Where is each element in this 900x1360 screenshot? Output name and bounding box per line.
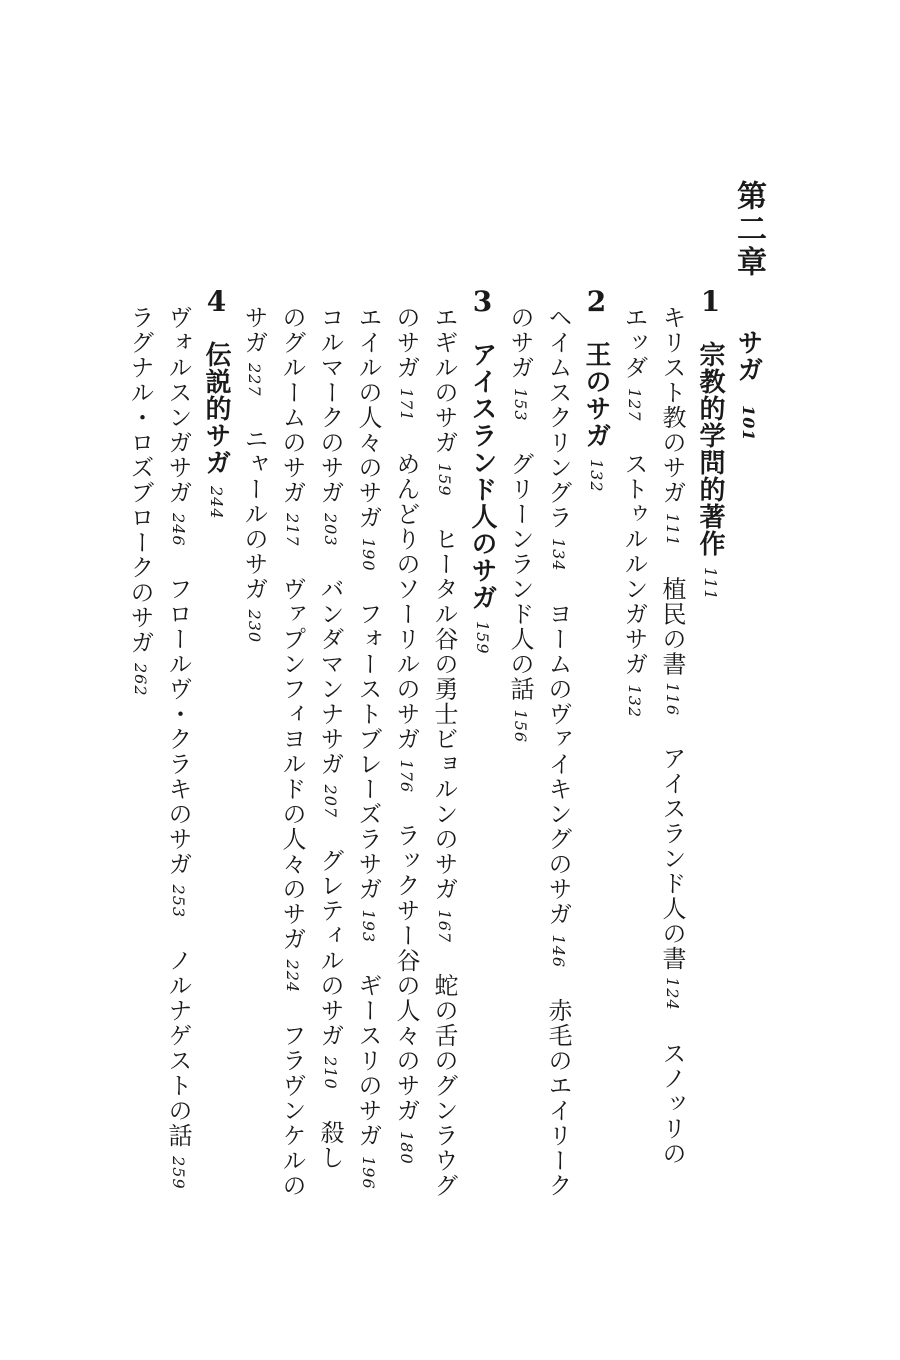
entry-page: 171	[397, 388, 416, 422]
section2-title: 王のサガ	[581, 341, 611, 449]
entry-page: 124	[663, 977, 682, 1011]
section2-number: 2	[580, 285, 613, 319]
entry-page: 153	[511, 388, 530, 422]
section3-line1	[424, 305, 464, 1198]
section3-line2	[386, 305, 426, 1165]
entry-page: 116	[663, 682, 682, 717]
entry-page: 210	[321, 1056, 340, 1090]
section2-line2	[500, 305, 540, 743]
entry-page: 190	[359, 538, 378, 572]
section4-line1	[158, 305, 198, 1190]
section3-line4	[310, 305, 350, 1170]
toc-entry[interactable]: のサガ	[506, 305, 534, 380]
entry-page: 253	[169, 884, 188, 919]
toc-entry[interactable]: コルマークのサガ	[316, 305, 344, 505]
section3-header[interactable]	[462, 285, 502, 655]
section1-page: 111	[701, 567, 720, 601]
chapter-title: 第二章	[731, 180, 766, 279]
section3-number: 3	[466, 285, 499, 319]
section1-number: 1	[694, 285, 727, 319]
toc-entry[interactable]: スノッリの	[658, 1040, 686, 1166]
toc-entry[interactable]: エッダ	[620, 305, 648, 380]
toc-entry[interactable]: ギースリのサガ	[354, 973, 382, 1149]
toc-entry[interactable]: エイルの人々のサガ	[354, 305, 382, 530]
section4-title: 伝説的サガ	[201, 341, 231, 476]
entry-page: 262	[131, 663, 150, 697]
section2-header[interactable]	[576, 285, 616, 493]
section3-page: 159	[473, 621, 492, 655]
entry-page: 217	[283, 513, 302, 547]
toc-entry[interactable]: サガ	[240, 305, 268, 355]
toc-entry[interactable]: ラックサー谷の人々のサガ	[392, 823, 420, 1124]
section3-line5	[272, 305, 312, 1198]
section1-line1	[652, 305, 692, 1166]
toc-entry[interactable]: ヨームのヴァイキングのサガ	[544, 601, 572, 927]
section1-header[interactable]	[690, 285, 730, 601]
toc-entry[interactable]: 殺し	[316, 1119, 344, 1170]
entry-page: 180	[397, 1131, 416, 1165]
section4-line2	[120, 305, 160, 697]
chapter-subtitle: サガ	[733, 329, 763, 384]
entry-page: 193	[359, 909, 378, 944]
toc-entry[interactable]: 植民の書	[658, 576, 686, 677]
toc-entry[interactable]: ヘイムスクリングラ	[544, 305, 572, 530]
section4-number: 4	[200, 285, 233, 319]
entry-page: 111	[663, 513, 682, 547]
entry-page: 246	[169, 513, 188, 547]
toc-entry[interactable]: グリーンランド人の話	[506, 451, 534, 702]
entry-page: 196	[359, 1156, 378, 1190]
chapter-title-column	[728, 180, 768, 279]
section1-line2	[614, 305, 654, 718]
section4-header[interactable]	[196, 285, 236, 520]
toc-entry[interactable]: フロールヴ・クラキのサガ	[164, 576, 192, 877]
toc-entry[interactable]: 蛇の舌のグンラウグ	[430, 973, 458, 1199]
entry-page: 207	[321, 784, 340, 819]
toc-entry[interactable]: のサガ	[392, 305, 420, 380]
toc-entry[interactable]: グレティルのサガ	[316, 848, 344, 1049]
toc-entry[interactable]: エギルのサガ	[430, 305, 458, 455]
entry-page: 176	[397, 759, 416, 794]
toc-entry[interactable]: ヒータル谷の勇士ビョルンのサガ	[430, 526, 458, 902]
entry-page: 230	[245, 609, 264, 644]
toc-entry[interactable]: 赤毛のエイリーク	[544, 998, 572, 1199]
toc-entry[interactable]: フォーストブレーズラサガ	[354, 601, 382, 902]
entry-page: 203	[321, 513, 340, 547]
toc-entry[interactable]: ラグナル・ロズブロークのサガ	[126, 305, 154, 655]
section4-page: 244	[207, 486, 226, 520]
chapter-subtitle-column	[728, 285, 768, 441]
entry-page: 132	[625, 684, 644, 719]
entry-page: 159	[435, 463, 454, 497]
section2-line1	[538, 305, 578, 1198]
entry-page: 146	[549, 934, 568, 969]
toc-entry[interactable]: キリスト教のサガ	[658, 305, 686, 505]
entry-page: 167	[435, 909, 454, 944]
toc-entry[interactable]: ヴォルスンガサガ	[164, 305, 192, 505]
section3-line3	[348, 305, 388, 1190]
toc-entry[interactable]: ヴァプンフィヨルドの人々のサガ	[278, 576, 306, 952]
toc-entry[interactable]: アイスランド人の書	[658, 746, 686, 972]
section2-page: 132	[587, 459, 606, 493]
section3-title: アイスランド人のサガ	[467, 341, 497, 611]
section3-line6	[234, 305, 274, 643]
chapter-page: 101	[739, 405, 758, 442]
entry-page: 156	[511, 709, 530, 744]
toc-entry[interactable]: ストゥルルンガサガ	[620, 451, 648, 677]
toc-entry[interactable]: めんどりのソーリルのサガ	[392, 451, 420, 752]
entry-page: 259	[169, 1156, 188, 1190]
entry-page: 127	[625, 388, 644, 422]
toc-entry[interactable]: ノルナゲストの話	[164, 948, 192, 1149]
entry-page: 224	[283, 959, 302, 994]
toc-entry[interactable]: バンダマンナサガ	[316, 576, 344, 777]
toc-entry[interactable]: ニャールのサガ	[240, 426, 268, 602]
entry-page: 227	[245, 363, 264, 397]
toc-entry[interactable]: フラヴンケルの	[278, 1023, 306, 1199]
section1-title: 宗教的学問的著作	[695, 341, 725, 557]
toc-entry[interactable]: のグルームのサガ	[278, 305, 306, 505]
entry-page: 134	[549, 538, 568, 572]
